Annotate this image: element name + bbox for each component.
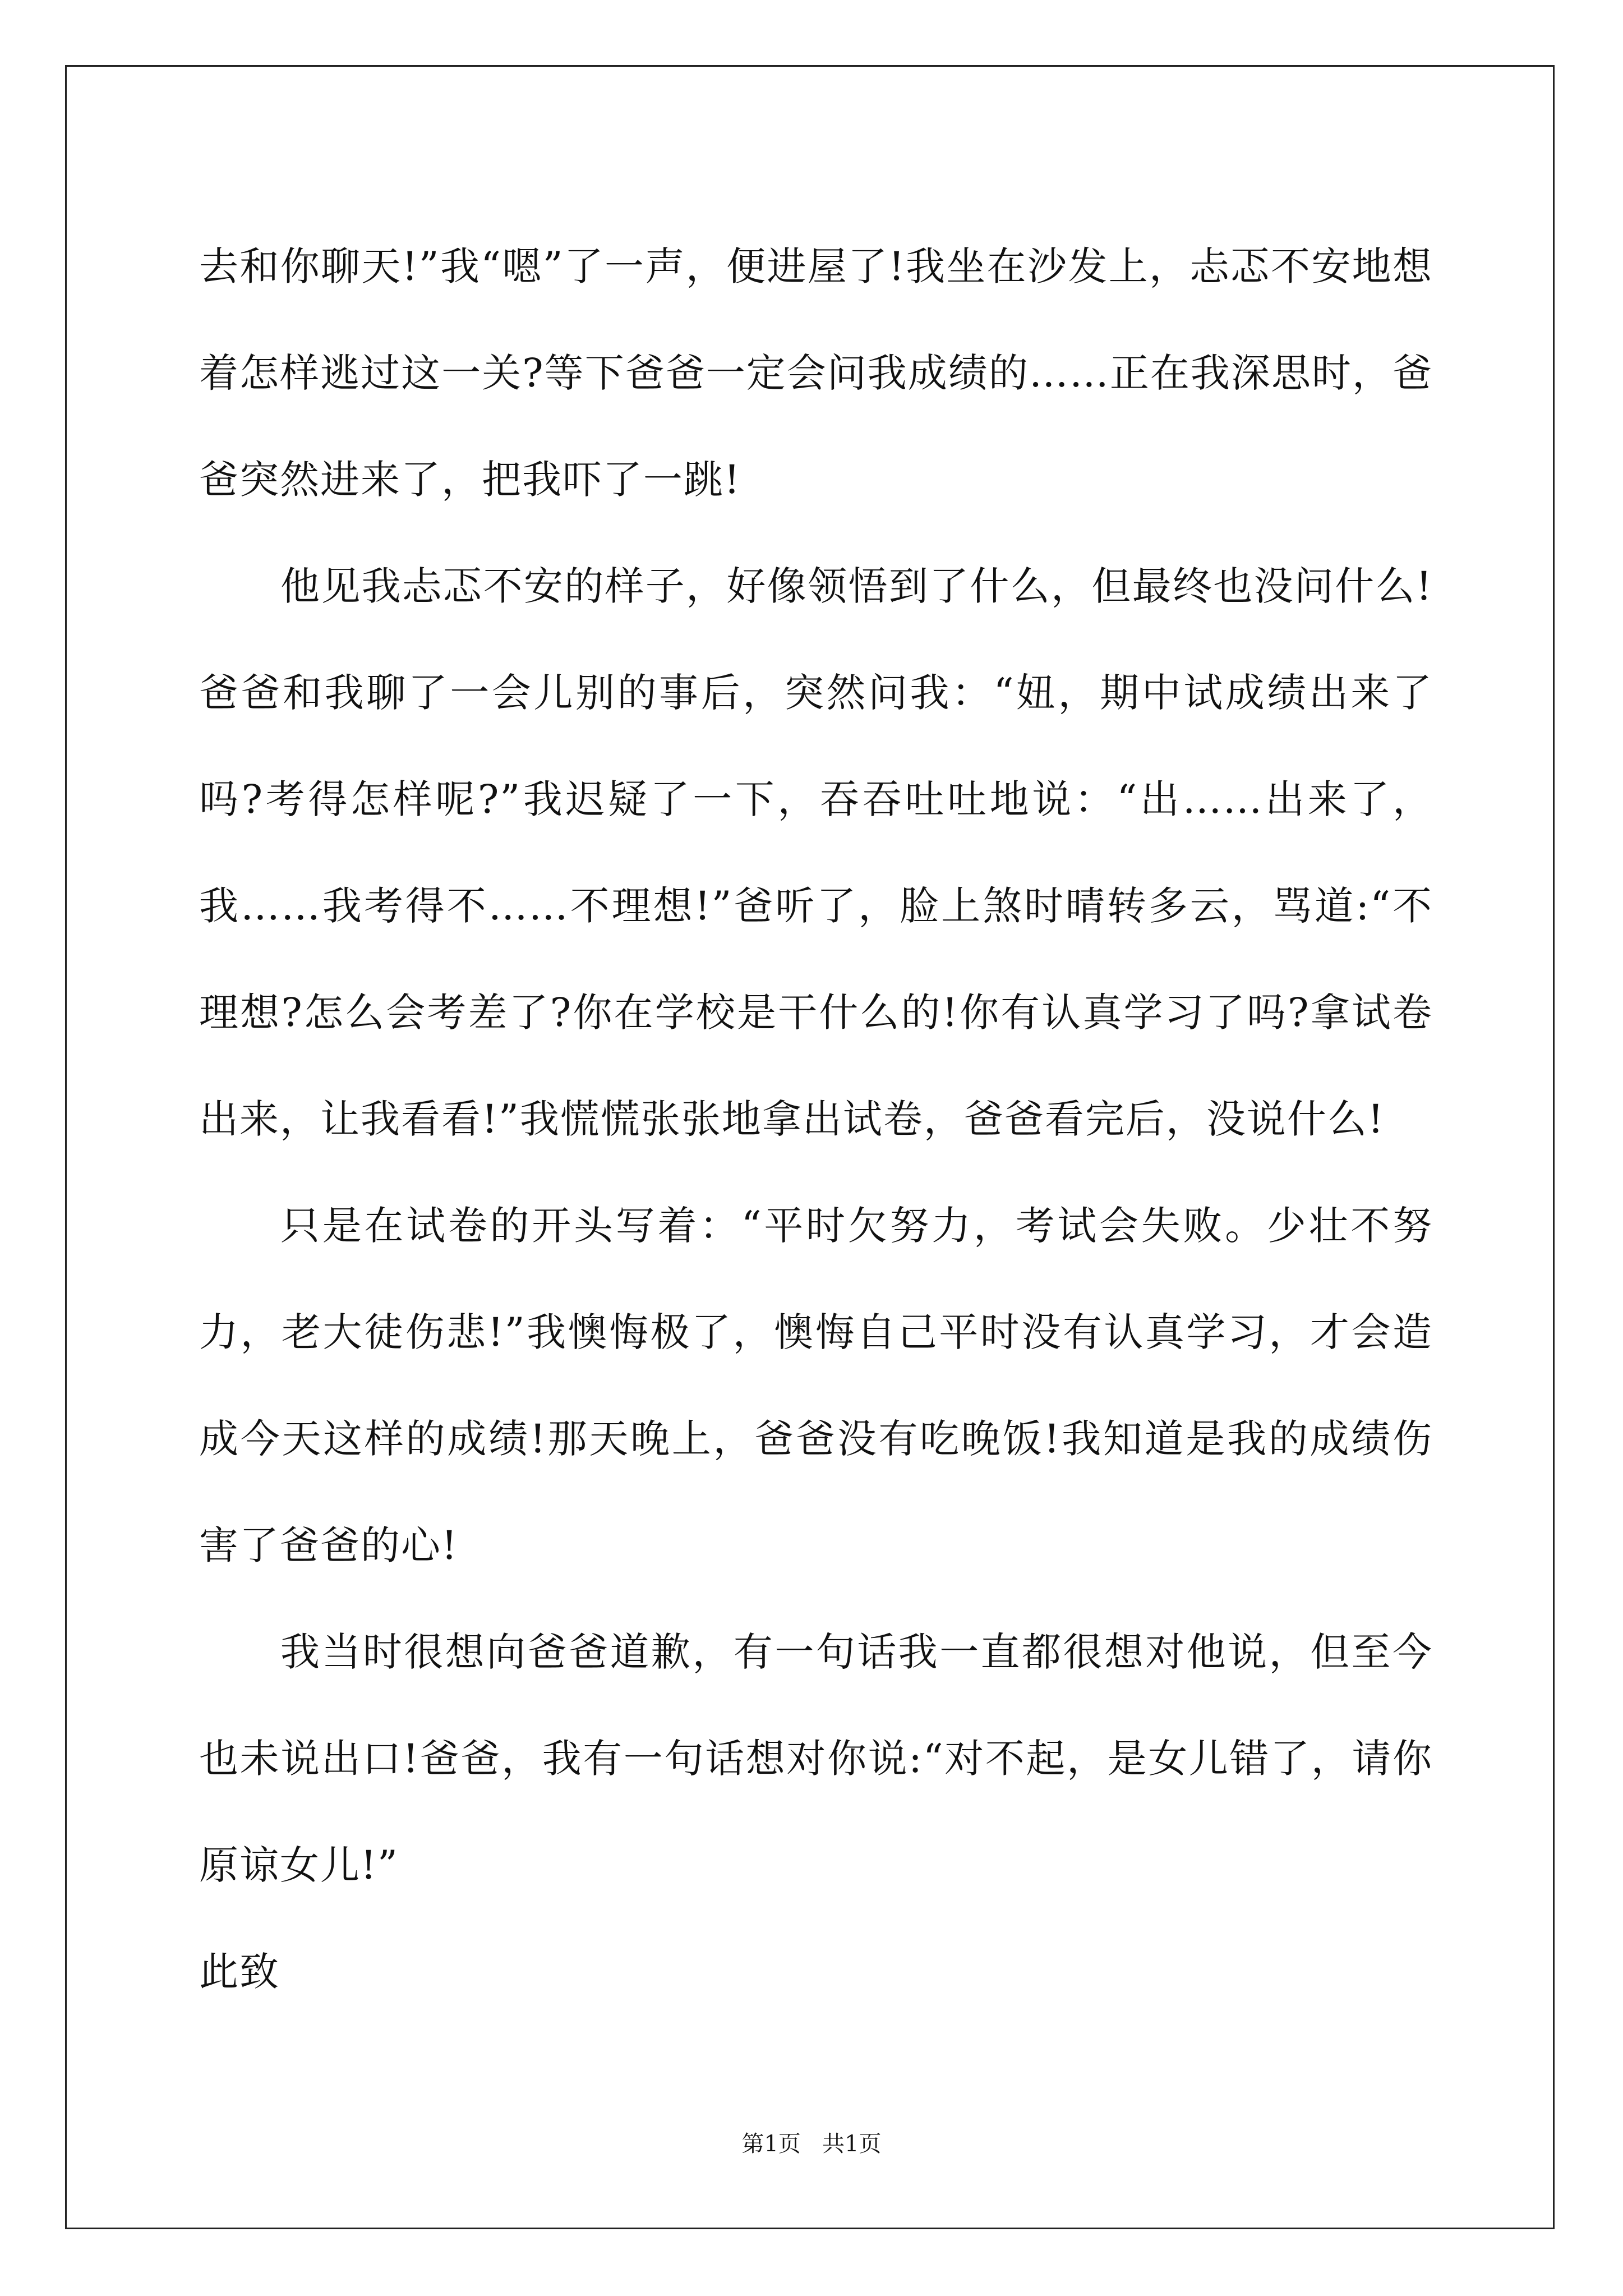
document-body	[199, 213, 1433, 2025]
paragraph-4: 我当时很想向爸爸道歉，有一句话我一直都很想对他说，但至今也未说出口!爸爸，我有一句话想对你说:“对不起，是女儿错了，请你原谅女儿!”	[199, 1629, 1433, 1888]
page-footer: 第1页 共1页	[741, 2131, 882, 2157]
closing-salutation: 此致	[199, 1949, 280, 1995]
paragraph-3: 只是在试卷的开头写着：“平时欠努力，考试会失败。少壮不努力，老大徒伤悲!”我懊悔极了，懊悔自己平时没有认真学习，才会造成今天这样的成绩!那天晚上，爸爸没有吃晚饭!我知道是我的成绩伤害了爸爸的心!	[199, 1203, 1433, 1568]
paragraph-1: 去和你聊天!”我“嗯”了一声，便进屋了!我坐在沙发上，忐忑不安地想着怎样逃过这一关?等下爸爸一定会问我成绩的……正在我深思时，爸爸突然进来了，把我吓了一跳!	[199, 243, 1433, 503]
paragraph-2: 他见我忐忑不安的样子，好像领悟到了什么，但最终也没问什么!爸爸和我聊了一会儿别的事后，突然问我：“妞，期中试成绩出来了吗?考得怎样呢?”我迟疑了一下，吞吞吐吐地说：“出……出来了，我……我考得不……不理想!”爸听了，脸上煞时晴转多云，骂道:“不理想?怎么会考差了?你在学校是干什么的!你有认真学习了吗?拿试卷出来，让我看看!”我慌慌张张地拿出试卷，爸爸看完后，没说什么!	[199, 563, 1433, 1142]
